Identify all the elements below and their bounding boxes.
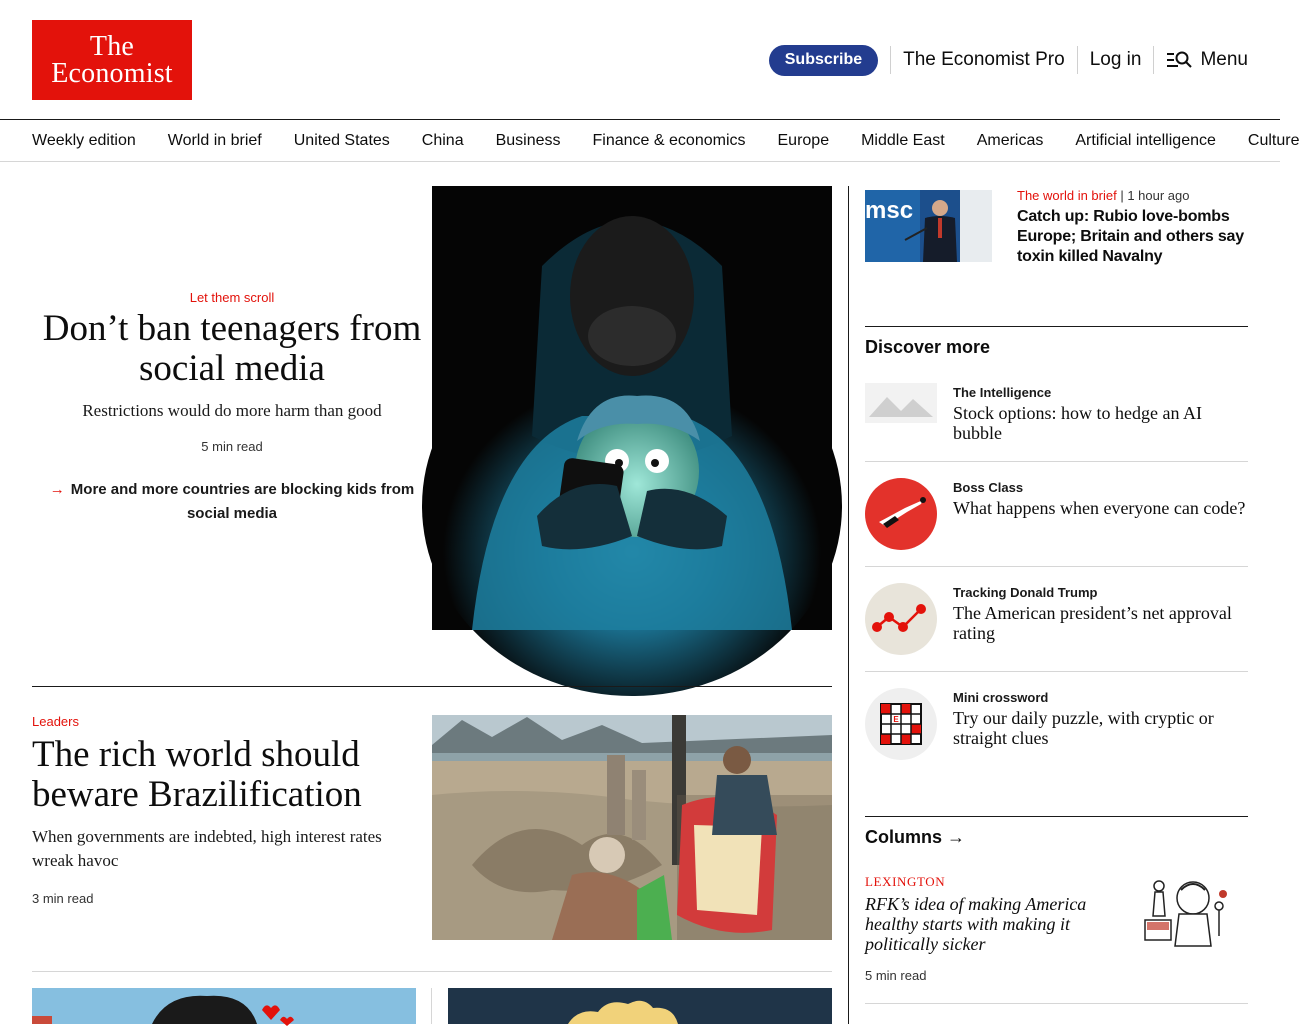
menu-button[interactable] [1166, 49, 1248, 71]
discover-text [953, 585, 1248, 643]
teen-with-phone-image [432, 186, 832, 630]
menu-label: Menu [1200, 49, 1248, 70]
header-actions [769, 44, 1248, 76]
discover-item-tracking-trump[interactable] [865, 583, 1248, 672]
header-divider [890, 46, 891, 74]
story-divider [431, 988, 432, 1024]
brief-thumbnail[interactable] [865, 190, 992, 262]
lead-story [40, 290, 424, 526]
brief-section[interactable]: The world in brief [1017, 188, 1117, 203]
nav-europe[interactable]: Europe [777, 132, 830, 149]
discover-title[interactable]: What happens when everyone can code? [953, 498, 1246, 518]
rail-divider [848, 186, 849, 1024]
nav-china[interactable]: China [421, 132, 464, 149]
discover-item-intelligence[interactable] [865, 383, 1248, 462]
nav-artificial-intelligence[interactable]: Artificial intelligence [1075, 132, 1216, 149]
second-subtitle: When governments are indebted, high interest rates wreak havoc [32, 827, 382, 870]
crossword-letter: E [893, 715, 899, 724]
nav-finance-economics[interactable]: Finance & economics [592, 132, 746, 149]
masthead [0, 0, 1280, 120]
column-read-time: 5 min read [865, 968, 927, 983]
section-nav [0, 121, 1299, 162]
discover-text [953, 385, 1248, 443]
discover-label: Mini crossword [953, 690, 1049, 705]
column-kicker[interactable]: LEXINGTON [865, 874, 946, 889]
discover-item-mini-crossword[interactable] [865, 688, 1248, 772]
header-divider [1077, 46, 1078, 74]
economist-logo[interactable] [32, 20, 192, 100]
lead-kicker[interactable]: Let them scroll [189, 290, 275, 305]
lead-image[interactable] [432, 186, 832, 630]
nav-culture[interactable]: Culture [1247, 132, 1299, 149]
nav-business[interactable]: Business [495, 132, 561, 149]
discover-label: Tracking Donald Trump [953, 585, 1098, 600]
discover-item-boss-class[interactable] [865, 478, 1248, 567]
lexington-cartoon-image [1141, 876, 1231, 950]
economist-pro-link[interactable]: The Economist Pro [903, 49, 1065, 70]
second-story [32, 714, 416, 906]
lead-subtitle: Restrictions would do more harm than good [82, 401, 382, 420]
second-read-time: 3 min read [32, 891, 94, 906]
brief-text [1017, 188, 1248, 267]
section-divider [32, 686, 832, 687]
related-link-text: More and more countries are blocking kids from social media [70, 481, 415, 522]
columns-link[interactable] [865, 827, 965, 848]
nav-united-states[interactable]: United States [293, 132, 390, 149]
crossword-grid-icon [865, 688, 937, 760]
beach-sandcastle-image [432, 715, 832, 940]
third-story-image[interactable] [32, 988, 416, 1024]
columns-heading: Columns [865, 827, 943, 847]
brief-time: 1 hour ago [1127, 188, 1190, 203]
nav-middle-east[interactable]: Middle East [861, 132, 945, 149]
nav-world-in-brief[interactable]: World in brief [167, 132, 262, 149]
section-divider [32, 971, 832, 972]
second-headline[interactable]: The rich world should beware Brazilification [32, 734, 362, 815]
second-image[interactable] [432, 715, 832, 940]
lead-headline[interactable]: Don’t ban teenagers from social media [42, 308, 422, 389]
nav-weekly-edition[interactable]: Weekly edition [32, 132, 136, 149]
brief-headline[interactable]: Catch up: Rubio love-bombs Europe; Britain and others say toxin killed Navalny [1017, 208, 1244, 265]
discover-text [953, 690, 1248, 748]
rail-section-rule [865, 326, 1248, 327]
subscribe-button[interactable]: Subscribe [769, 45, 878, 76]
discover-title[interactable]: Stock options: how to hedge an AI bubble [953, 403, 1202, 443]
image-placeholder-icon [865, 383, 937, 423]
lead-read-time: 5 min read [201, 439, 263, 454]
logo-line-2: Economist [51, 58, 173, 89]
discover-label: Boss Class [953, 480, 1024, 495]
line-chart-icon [865, 583, 937, 655]
nav-americas[interactable]: Americas [976, 132, 1044, 149]
brief-meta: The world in brief | 1 hour ago [1017, 188, 1190, 203]
speaker-podium-image [865, 190, 992, 262]
discover-text [953, 480, 1248, 518]
column-headline[interactable]: RFK’s idea of making America healthy starts with making it politically sicker [865, 894, 1087, 954]
diving-figure-icon [865, 478, 937, 550]
login-link[interactable]: Log in [1089, 49, 1142, 70]
fourth-story-image[interactable] [448, 988, 832, 1024]
discover-title[interactable]: The American president’s net approval rating [953, 603, 1232, 643]
illustration-hearts-image [32, 988, 416, 1024]
arrow-right-icon: → [49, 481, 65, 498]
discover-more-heading: Discover more [865, 337, 991, 357]
header-divider [1153, 46, 1154, 74]
rail-section-rule [865, 816, 1248, 817]
menu-search-icon [1166, 50, 1192, 70]
sky-clouds-image [448, 988, 832, 1024]
column-card-lexington[interactable] [865, 874, 1248, 1004]
arrow-right-icon: → [947, 827, 966, 847]
discover-title[interactable]: Try our daily puzzle, with cryptic or straight clues [953, 708, 1214, 748]
lead-related-link[interactable] [40, 478, 424, 526]
logo-line-1: The [89, 31, 135, 62]
discover-label: The Intelligence [953, 385, 1052, 400]
second-kicker[interactable]: Leaders [32, 714, 79, 729]
msc-thumb-text: msc [865, 197, 914, 224]
